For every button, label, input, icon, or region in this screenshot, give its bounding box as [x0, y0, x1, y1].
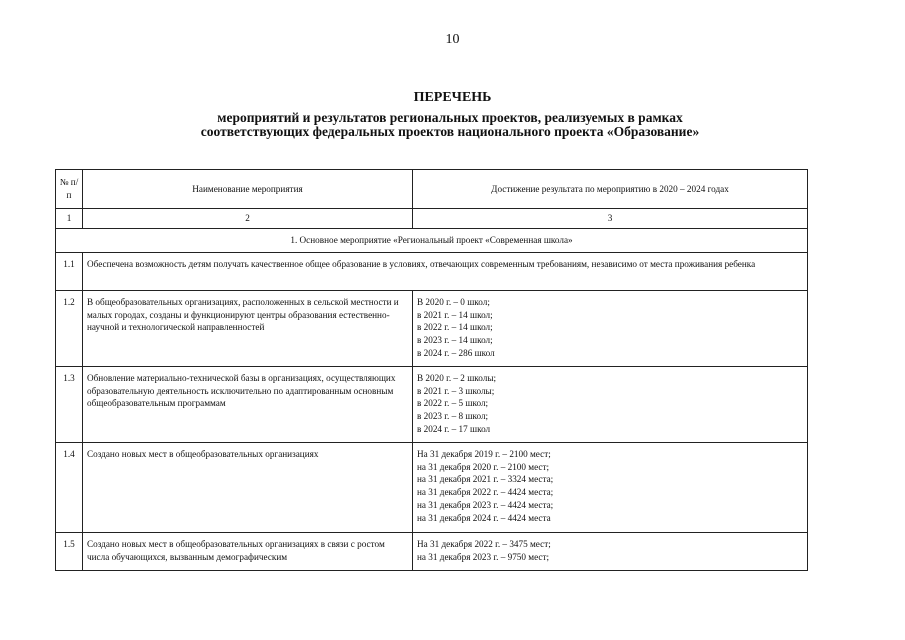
row-name: Создано новых мест в общеобразовательных организациях	[83, 443, 413, 533]
result-line: на 31 декабря 2020 г. – 2100 мест;	[417, 461, 550, 472]
activities-table	[55, 169, 808, 571]
table-row	[56, 533, 808, 571]
result-line: в 2021 г. – 3 школы;	[417, 385, 495, 396]
row-number: 1.5	[56, 533, 83, 571]
result-line: В 2020 г. – 2 школы;	[417, 373, 497, 383]
section-row	[56, 229, 808, 253]
column-number: 2	[83, 209, 413, 229]
result-line: на 31 декабря 2021 г. – 3324 места;	[417, 474, 554, 485]
result-line: на 31 декабря 2022 г. – 4424 места;	[417, 487, 554, 498]
row-number: 1.2	[56, 291, 83, 367]
result-line: В 2020 г. – 0 школ;	[417, 297, 490, 307]
row-number: 1.4	[56, 443, 83, 533]
row-results	[413, 291, 808, 367]
row-name: В общеобразовательных организациях, расположенных в сельской местности и малых городах, созданы и функционируют центры образования естественно-научной и технологической направленностей	[83, 291, 413, 367]
result-line: в 2022 г. – 14 школ;	[417, 322, 493, 333]
result-line: На 31 декабря 2019 г. – 2100 мест;	[417, 449, 551, 459]
result-line: на 31 декабря 2024 г. – 4424 места	[417, 512, 551, 523]
result-line: в 2021 г. – 14 школ;	[417, 309, 493, 320]
header-num: № п/п	[56, 170, 83, 209]
table-row	[56, 291, 808, 367]
table-row	[56, 443, 808, 533]
row-number: 1.1	[56, 253, 83, 291]
header-result: Достижение результата по мероприятию в 2020 – 2024 годах	[413, 170, 808, 209]
page-number: 10	[445, 32, 460, 47]
result-line: на 31 декабря 2023 г. – 4424 места;	[417, 499, 554, 510]
row-name: Создано новых мест в общеобразовательных организациях в связи с ростом числа обучающихся, вызванным демографическим	[83, 533, 413, 571]
column-number: 3	[413, 209, 808, 229]
table-row	[56, 367, 808, 443]
row-name: Обновление материально-технической базы в организациях, осуществляющих образовательную деятельность исключительно по адаптированным основным общеобразовательным программам	[83, 367, 413, 443]
row-results	[413, 443, 808, 533]
column-number-row	[56, 209, 808, 229]
header-name: Наименование мероприятия	[83, 170, 413, 209]
row-name: Обеспечена возможность детям получать качественное общее образование в условиях, отвечающих современным требованиям, независимо от места проживания ребенка	[83, 253, 808, 291]
row-number: 1.3	[56, 367, 83, 443]
result-line: в 2022 г. – 5 школ;	[417, 398, 489, 409]
row-results	[413, 533, 808, 571]
table-row	[56, 253, 808, 291]
document-title: ПЕРЕЧЕНЬ	[413, 90, 492, 105]
table-header-row	[56, 170, 808, 209]
result-line: в 2023 г. – 8 школ;	[417, 411, 489, 422]
result-line: в 2023 г. – 14 школ;	[417, 335, 493, 346]
document-subtitle: мероприятий и результатов региональных проектов, реализуемых в рамках соответствующих федеральных проектов национального проекта «Образование»	[200, 110, 700, 139]
column-number: 1	[56, 209, 83, 229]
result-line: На 31 декабря 2022 г. – 3475 мест;	[417, 539, 551, 549]
section-title: 1. Основное мероприятие «Региональный проект «Современная школа»	[56, 229, 808, 253]
result-line: на 31 декабря 2023 г. – 9750 мест;	[417, 551, 550, 562]
result-line: в 2024 г. – 286 школ	[417, 347, 495, 358]
row-results	[413, 367, 808, 443]
result-line: в 2024 г. – 17 школ	[417, 423, 491, 434]
